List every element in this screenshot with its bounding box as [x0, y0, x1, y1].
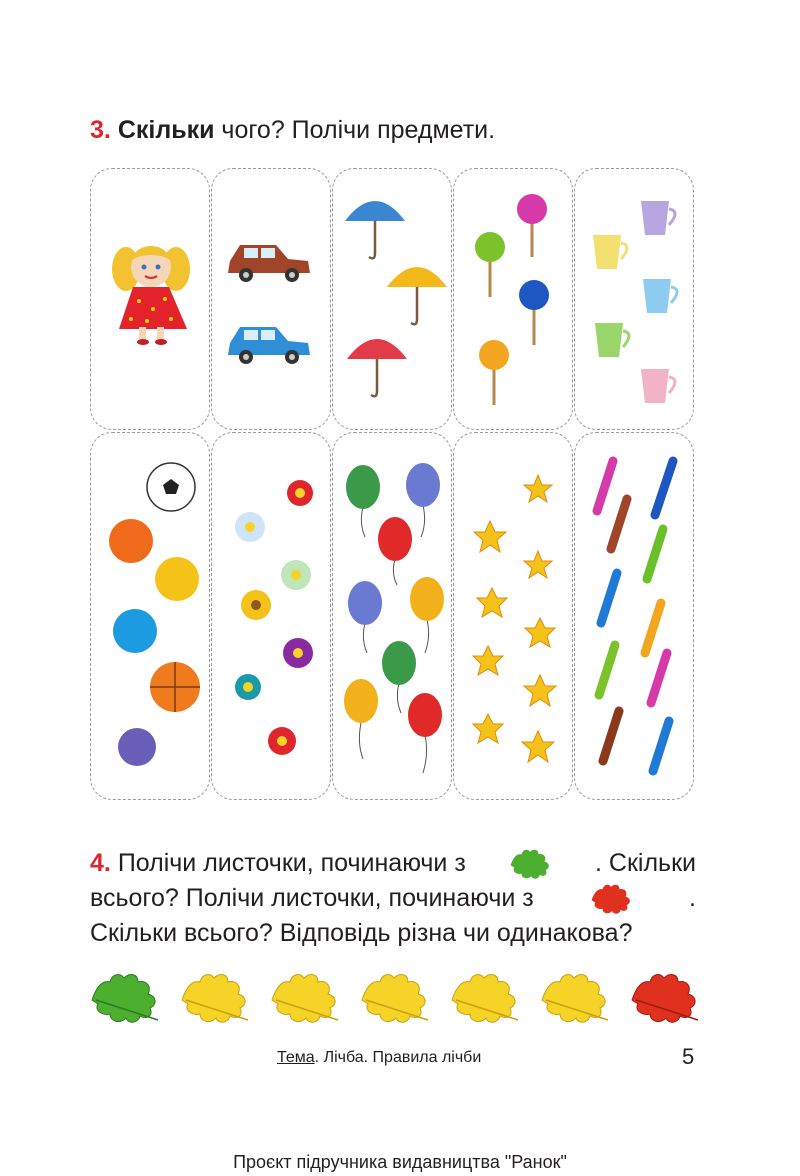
leaf-row	[88, 970, 700, 1026]
page-number: 5	[682, 1044, 695, 1069]
green-leaf-icon	[504, 847, 556, 881]
task-4	[90, 846, 696, 951]
task-text: .	[689, 884, 696, 912]
card-pencils	[574, 432, 694, 800]
card-umbrellas	[332, 168, 452, 430]
pencil-icon	[575, 433, 695, 801]
green-leaf-icon	[88, 970, 160, 1026]
card-flowers	[211, 432, 331, 800]
flower-icon	[212, 433, 332, 801]
umbrella-icon	[333, 169, 453, 431]
lollipop-icon	[454, 169, 574, 431]
yellow-leaf-icon	[538, 970, 610, 1026]
red-leaf-icon	[628, 970, 700, 1026]
task-text: чого? Полічи предмети.	[221, 116, 496, 144]
card-cars	[211, 168, 331, 430]
card-doll	[90, 168, 210, 430]
task-4-line-1	[90, 846, 696, 881]
doll-icon	[91, 169, 211, 431]
yellow-leaf-icon	[268, 970, 340, 1026]
topic-label: Тема	[277, 1049, 315, 1066]
task-number: 3.	[90, 116, 111, 144]
card-cups	[574, 168, 694, 430]
publisher-note: Проєкт підручника видавництва "Ранок"	[233, 1152, 567, 1172]
task-keyword: Скільки	[117, 116, 215, 144]
task-3-heading	[90, 116, 495, 145]
task-4-line-3	[90, 916, 696, 951]
task-4-line-2	[90, 881, 696, 916]
card-stars	[453, 432, 573, 800]
card-balloons	[332, 432, 452, 800]
task-number: 4.	[90, 849, 111, 877]
topic-text: . Лічба. Правила лічби	[314, 1049, 482, 1066]
yellow-leaf-icon	[178, 970, 250, 1026]
ball-icon	[91, 433, 211, 801]
topic-footer	[277, 1049, 481, 1067]
card-lollipops	[453, 168, 573, 430]
task-text: всього? Полічи листочки, починаючи з	[90, 884, 534, 912]
balloon-icon	[333, 433, 453, 801]
card-balls	[90, 432, 210, 800]
task-text: . Скільки	[595, 849, 696, 877]
task-text: Полічи листочки, починаючи з	[117, 849, 466, 877]
counting-grid	[90, 168, 696, 802]
star-icon	[454, 433, 574, 801]
car-icon	[212, 169, 332, 431]
red-leaf-icon	[585, 882, 637, 916]
cup-icon	[575, 169, 695, 431]
task-text: Скільки всього? Відповідь різна чи одинакова?	[90, 919, 633, 947]
yellow-leaf-icon	[358, 970, 430, 1026]
yellow-leaf-icon	[448, 970, 520, 1026]
